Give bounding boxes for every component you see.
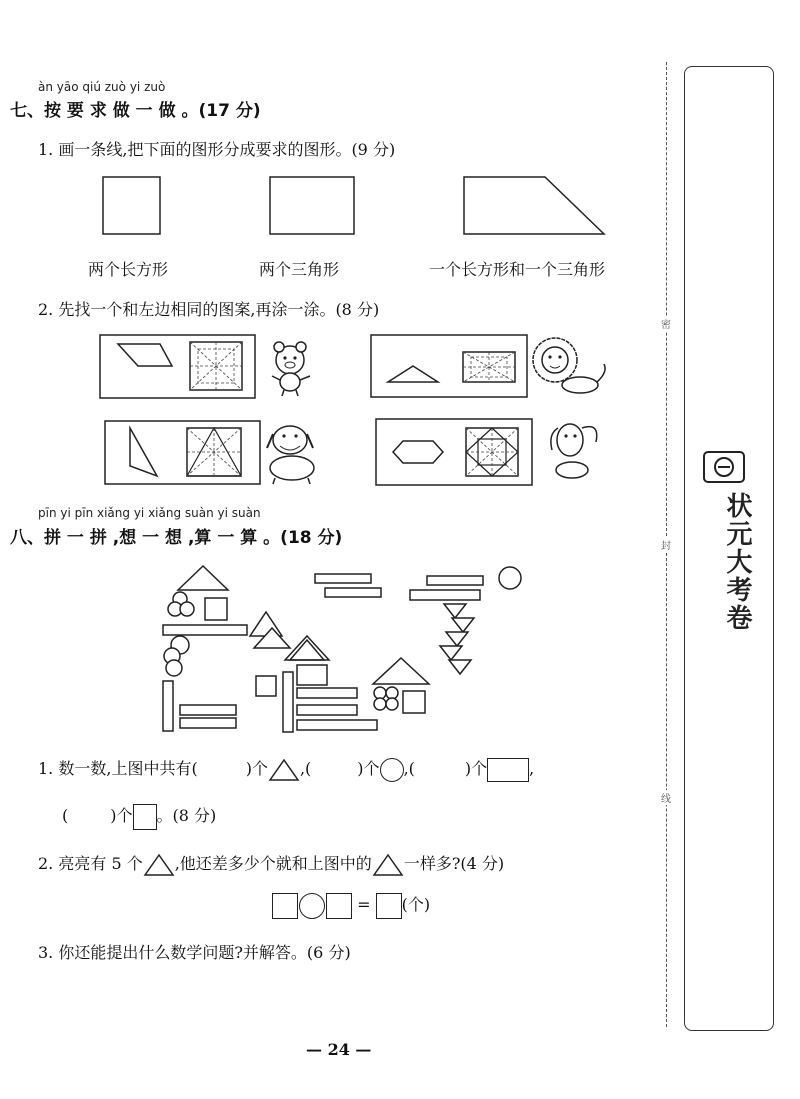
figure-rectangle [180,718,236,728]
equation-answer-box[interactable] [376,893,402,919]
figure-rectangle [297,665,327,685]
pattern-box-4 [376,419,532,485]
pattern-box-2 [371,335,527,397]
binding-char-2: 封 [661,537,671,552]
figure-rectangle [410,590,480,600]
brand-badge-icon [702,450,754,490]
brand-logo [702,450,754,490]
puppy-cartoon-icon [551,424,597,478]
equation-row [272,892,430,919]
section7-q1-text: 1. 画一条线,把下面的图形分成要求的图形。(9 分) [38,140,396,159]
figure-triangle [250,612,282,636]
figure-triangle [444,604,466,618]
q1-label-1: 两个长方形 [88,260,169,279]
figure-rectangle [180,705,236,715]
circle-icon [380,758,404,782]
figure-square [256,676,276,696]
figure-triangle [452,618,474,632]
figure-rectangle [163,681,173,731]
parallelogram-shape [118,344,172,366]
figure-circle [386,698,398,710]
figure-triangle [373,658,429,684]
figure-rectangle [297,705,357,715]
page-number: — 24 — [306,1040,372,1059]
figure-rectangle [325,588,381,597]
unit-label: (个) [401,895,431,914]
figure-triangle [449,660,471,674]
section8-q3-text: 3. 你还能提出什么数学问题?并解答。(6 分) [38,943,351,962]
triangle-icon [268,758,300,782]
figure-circle [166,660,182,676]
section8-title: 八、拼 一 拼 ,想 一 想 ,算 一 算 。(18 分) [10,528,343,548]
figure-rectangle [163,625,247,635]
equation-box-1[interactable] [272,893,298,919]
q1-prefix: 1. 数一数,上图中共有( [38,759,198,778]
figure-circle [386,687,398,699]
section8-q1-line2: ( )个 。(8 分) [62,803,216,830]
pattern-box-3 [105,421,260,484]
binding-char-1: 密 [661,316,671,331]
figure-circle [374,687,386,699]
q1-rectangle[interactable] [270,177,354,234]
q1-shapes [0,175,800,235]
section8-q1-line1: 1. 数一数,上图中共有( )个 ,( )个 ,( )个 , [38,756,534,782]
figure-circle [499,567,521,589]
operator-circle[interactable] [299,893,325,919]
figure-triangle [446,632,468,646]
figure-circle [374,698,386,710]
figure-triangle [178,566,228,590]
q2-patterns [0,330,660,500]
figure-rectangle [297,688,357,698]
figure-circle [180,602,194,616]
right-triangle-shape [130,428,157,476]
q1-trapezoid[interactable] [464,177,604,234]
q1-label-2: 两个三角形 [259,260,340,279]
figure-rectangle [427,576,483,585]
bear-cartoon-icon [272,342,310,396]
brand-title: 状元大考卷 [722,492,752,632]
section7-pinyin: àn yāo qiú zuò yi zuò [38,80,166,94]
binding-char-3: 线 [661,790,671,805]
section7-title: 七、按 要 求 做 一 做 。(17 分) [10,101,261,121]
figure-triangle [440,646,462,660]
equals-sign: = [357,895,371,914]
figure-square [403,691,425,713]
q1-label-3: 一个长方形和一个三角形 [429,260,606,279]
figure-rectangle [283,672,293,732]
figure-rectangle [315,574,371,583]
lion-cartoon-icon [533,338,605,393]
equation-box-2[interactable] [326,893,352,919]
assembled-shapes-figure [0,560,660,745]
dog-cartoon-icon [267,426,314,484]
figure-square [205,598,227,620]
figure-rectangle [297,720,377,730]
triangle-shape [388,366,438,382]
rectangle-icon [487,758,529,782]
section8-q2-text: 2. 亮亮有 5 个 ,他还差多少个就和上图中的 一样多?(4 分) [38,851,504,877]
triangle-icon [372,853,404,877]
hexagon-shape [393,441,443,463]
section8-pinyin: pīn yi pīn xiǎng yi xiǎng suàn yi suàn [38,506,261,520]
pattern-box-1 [100,335,255,398]
square-icon [133,804,157,830]
q1-square[interactable] [103,177,160,234]
section7-q2-text: 2. 先找一个和左边相同的图案,再涂一涂。(8 分) [38,300,380,319]
triangle-icon [143,853,175,877]
